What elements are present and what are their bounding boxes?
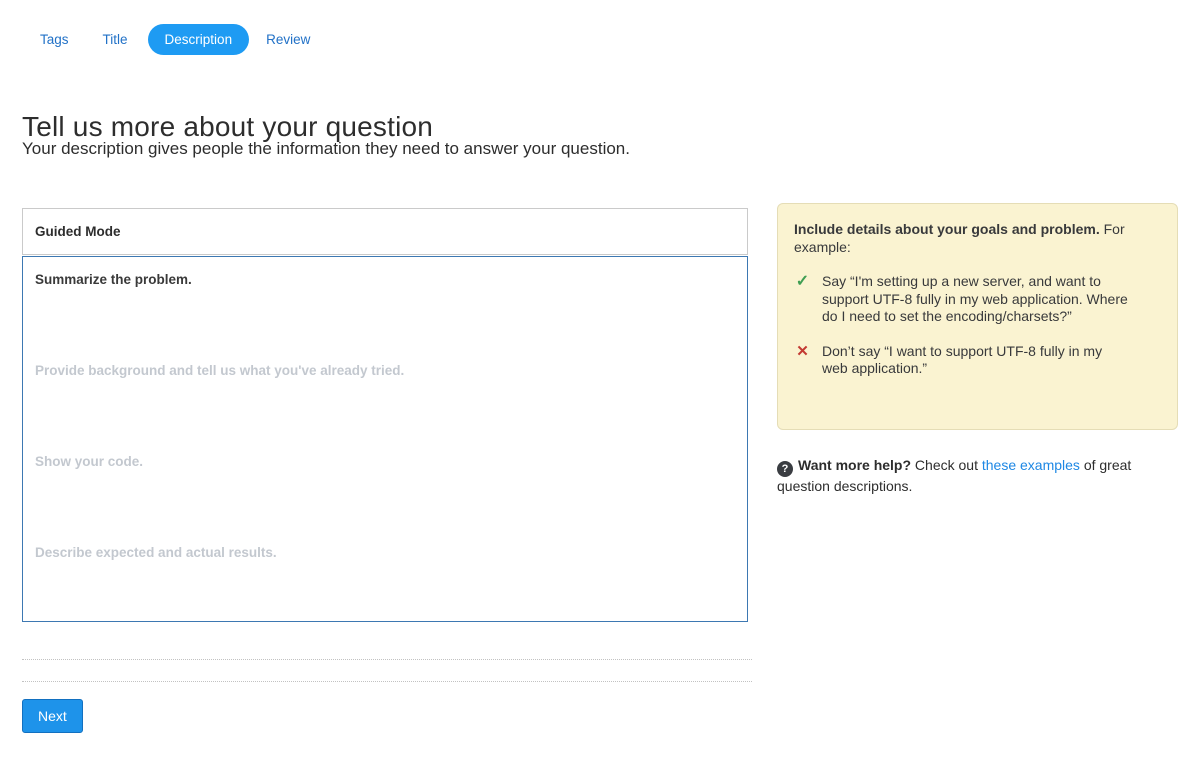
page-subtitle: Your description gives people the information they need to answer your question. xyxy=(22,139,630,158)
help-note xyxy=(777,456,1155,496)
field-provide-background[interactable]: Provide background and tell us what you've already tried. xyxy=(35,363,405,378)
tip-good-text: Say “I'm setting up a new server, and want to support UTF-8 fully in my web application. Where do I need to set the encoding/charsets?” xyxy=(822,273,1128,324)
question-circle-icon: ? xyxy=(777,461,793,477)
step-description-active[interactable]: Description xyxy=(148,24,250,55)
divider-dotted xyxy=(22,681,752,682)
field-summarize-problem[interactable]: Summarize the problem. xyxy=(35,272,192,287)
page-title: Tell us more about your question xyxy=(22,110,434,142)
step-title[interactable]: Title xyxy=(102,31,128,47)
check-icon: ✓ xyxy=(795,273,810,290)
tip-box xyxy=(777,203,1178,430)
tip-title-bold: Include details about your goals and problem. xyxy=(794,221,1100,237)
next-button[interactable]: Next xyxy=(22,699,83,733)
tip-title xyxy=(794,220,1161,256)
tip-item-good xyxy=(794,273,1161,326)
step-review[interactable]: Review xyxy=(266,31,311,47)
tip-item-bad xyxy=(794,343,1161,378)
guided-mode-panel xyxy=(22,208,748,622)
help-after-link: of great question descriptions. xyxy=(777,457,1132,494)
these-examples-link[interactable]: these examples xyxy=(981,457,1080,473)
step-nav xyxy=(40,23,344,55)
divider-dotted xyxy=(22,659,752,660)
guided-mode-header: Guided Mode xyxy=(22,208,748,255)
help-bold: Want more help? xyxy=(798,457,912,473)
description-editor xyxy=(22,256,748,622)
tip-bad-text: Don’t say “I want to support UTF-8 fully in my web application.” xyxy=(822,342,1103,376)
step-tags[interactable]: Tags xyxy=(40,31,69,47)
help-before-link: Check out xyxy=(911,457,982,473)
tip-title-rest: For example: xyxy=(794,221,1125,255)
field-expected-results[interactable]: Describe expected and actual results. xyxy=(35,545,277,560)
x-icon: ✕ xyxy=(796,342,809,360)
field-show-code[interactable]: Show your code. xyxy=(35,454,144,469)
